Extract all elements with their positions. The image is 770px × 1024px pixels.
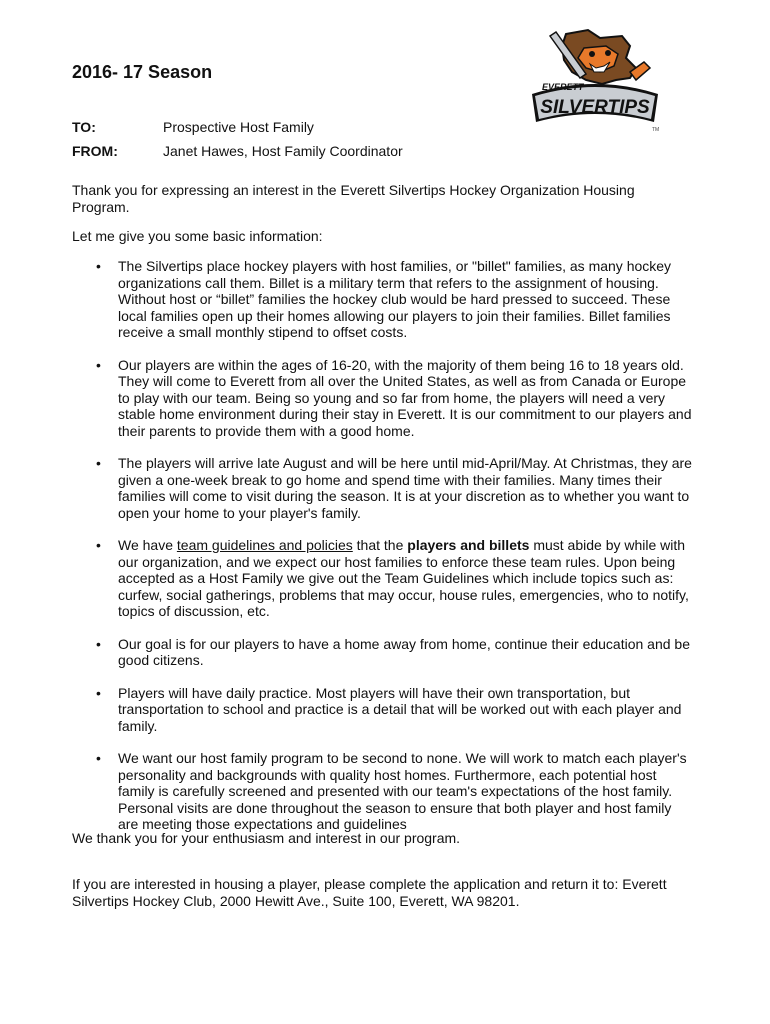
closing-paragraph: If you are interested in housing a player, please complete the application and return it to: Everett Silvertips Hockey Club, 2000 Hewitt Ave., Suite 100, Everett, WA 98201. <box>72 876 667 909</box>
everett-silvertips-logo <box>526 28 664 132</box>
thanks-paragraph: We thank you for your enthusiasm and interest in our program. <box>72 830 461 846</box>
from-value: Janet Hawes, Host Family Coordinator <box>163 143 403 159</box>
bullet-player-ages: • Our players are within the ages of 16-20, with the majority of them being 16 to 18 years old. They will come to Everett from all over the United States, as well as from Canada or Europe to play with our team. Being so young and so far from home, the players will need a very stable home environment during their stay in Everett. It is our commitment to our players and their parents to provide them with a good home. <box>72 357 692 440</box>
bullet-billet-families: • The Silvertips place hockey players with host families, or "billet" families, as many hockey organizations call them. Billet is a military term that refers to the assignment of housing. Without host or “billet” families the hockey club would be hard pressed to succeed. These local families open up their homes allowing our players to join their families. Billet families receive a small monthly stipend to offset costs. <box>72 258 692 341</box>
bullet-season-schedule: • The players will arrive late August and will be here until mid-April/May. At Christmas, they are given a one-week break to go home and spend time with their families. Many times their families will come to visit during the season. It is at your discretion as to whether you want to open your home to your player's family. <box>72 455 692 521</box>
bullet-daily-practice: • Players will have daily practice. Most players will have their own transportation, but transportation to school and practice is a detail that will be worked out with each player and family. <box>72 685 692 735</box>
logo-tm: TM <box>652 127 660 132</box>
season-title: 2016- 17 Season <box>72 62 213 82</box>
logo-everett-text: EVERETT <box>542 82 584 92</box>
players-and-billets-emphasis: players and billets <box>407 537 530 553</box>
guidelines-mid: that the <box>352 537 408 553</box>
bear-mascot-icon <box>550 30 650 84</box>
intro-paragraph: Thank you for expressing an interest in the Everett Silvertips Hockey Organization Housing Program. <box>72 182 635 215</box>
to-value: Prospective Host Family <box>163 119 314 135</box>
bullet-team-guidelines <box>72 537 692 620</box>
bullet-host-matching: • We want our host family program to be second to none. We will work to match each player's personality and backgrounds with quality host homes. Furthermore, each potential host family is carefully screened and presented with our team's expectations of the host family. Personal visits are done throughout the season to ensure that both player and host family are meeting those expectations and guidelines <box>72 750 692 833</box>
from-label: FROM: <box>72 143 118 159</box>
lead-in-paragraph: Let me give you some basic information: <box>72 228 323 244</box>
bullet-program-goal: • Our goal is for our players to have a home away from home, continue their education and be good citizens. <box>72 636 692 669</box>
guidelines-pre: We have <box>118 537 177 553</box>
guidelines-post: must abide by while with our organization, and we expect our host families to enforce these team rules. Upon being accepted as a Host Family we give out the Team Guidelines which include topics such as: curfew, social gatherings, problems that may occur, house rules, emergencies, who to notify, topics of discussion, etc. <box>118 537 689 619</box>
team-guidelines-link: team guidelines and policies <box>176 537 353 553</box>
logo-wordmark: SILVERTIPS <box>540 97 650 118</box>
to-label: TO: <box>72 119 96 135</box>
info-bullet-list <box>72 258 692 849</box>
